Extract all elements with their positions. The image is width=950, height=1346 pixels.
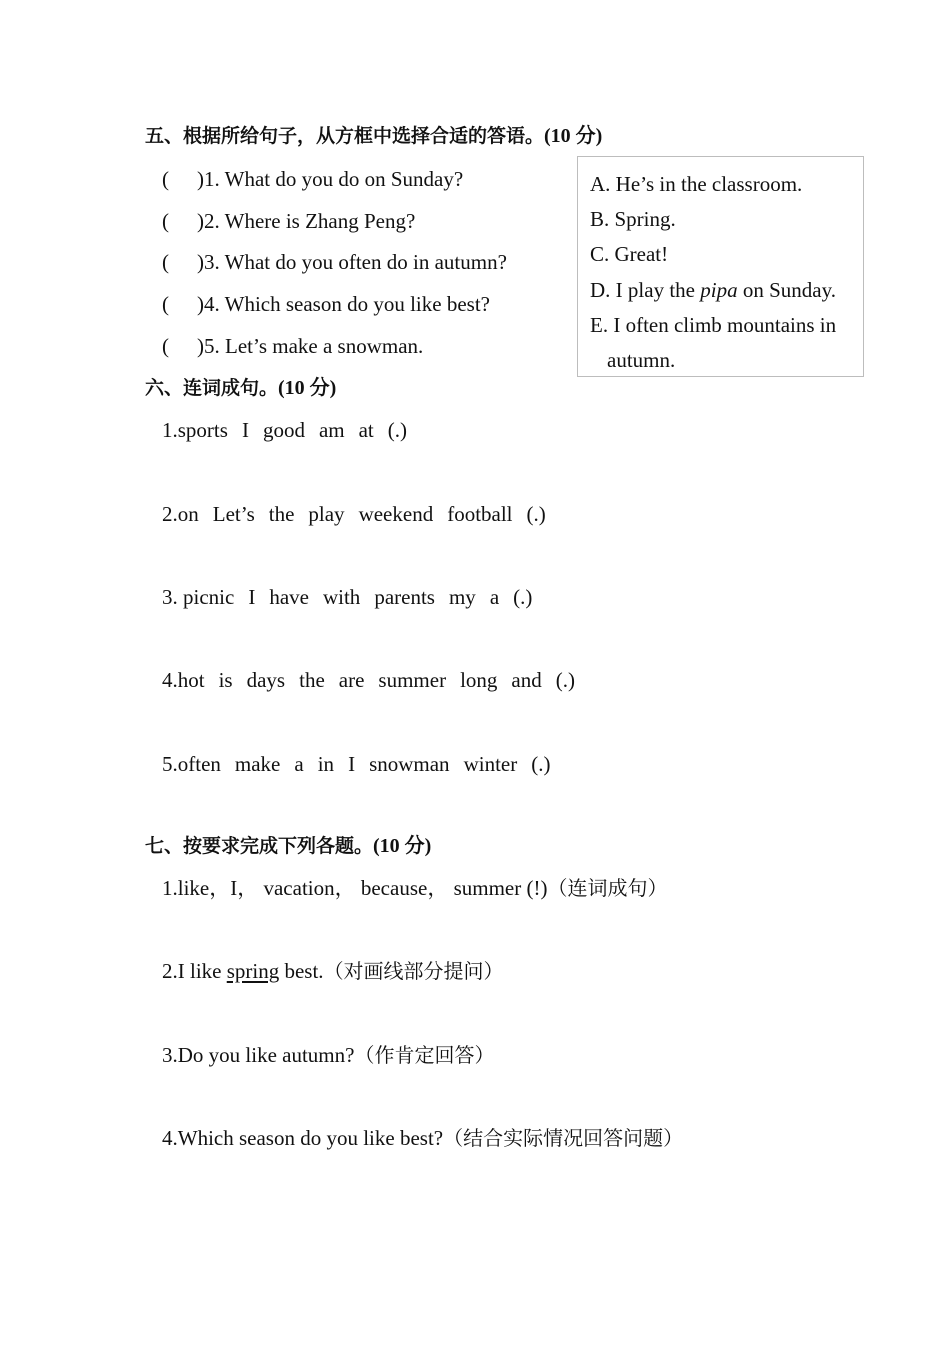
option-d-before: D. I play the (590, 278, 701, 302)
word-token: (.) (513, 585, 533, 609)
word-token: (.) (555, 668, 575, 692)
word-token: have (269, 585, 309, 609)
answer-blank-open[interactable]: ( (162, 209, 169, 233)
answer-blank-open[interactable]: ( (162, 167, 169, 191)
word-token: with (322, 585, 361, 609)
section5-title: 五、根据所给句子，从方框中选择合适的答语。 (145, 125, 545, 147)
section5-question-5 (162, 333, 423, 359)
item-text: 4.Which season do you like best? (162, 1126, 444, 1150)
section5-question-3 (162, 249, 507, 275)
word-token: and (511, 668, 542, 692)
option-e-line2: autumn. (607, 348, 676, 372)
section5-question-2 (162, 208, 415, 234)
question-text: 3. What do you often do in autumn? (204, 250, 507, 274)
answer-blank-open[interactable]: ( (162, 292, 169, 316)
word-token: (.) (526, 502, 546, 526)
word-token: is (218, 668, 233, 692)
section6-item-2 (162, 501, 546, 527)
instruction-note: （作肯定回答） (354, 1043, 495, 1067)
word-token: winter (463, 752, 518, 776)
word-token: long (460, 668, 498, 692)
answer-blank-close: ) (197, 167, 204, 191)
word-token: 1.sports (162, 418, 228, 442)
underlined-word: spring (226, 959, 280, 983)
answer-blank-close: ) (197, 250, 204, 274)
word-token: Let’s (212, 502, 255, 526)
section7-score: (10 分) (373, 835, 432, 857)
option-d-after: on Sunday. (737, 278, 836, 302)
instruction-note: （连词成句） (547, 876, 668, 900)
instruction-note: （结合实际情况回答问题） (443, 1126, 684, 1150)
item-text-before: 2.I like (162, 959, 227, 983)
section7-item-1 (162, 875, 667, 901)
word-token: play (308, 502, 345, 526)
word-token: (.) (387, 418, 407, 442)
word-token: the (268, 502, 295, 526)
section7-heading (145, 834, 431, 858)
section7-title: 七、按要求完成下列各题。 (145, 835, 374, 857)
section5-score: (10 分) (544, 125, 603, 147)
section5-question-1 (162, 166, 463, 192)
word-token: 4.hot (162, 668, 205, 692)
item-text-after: best. (279, 959, 324, 983)
section6-item-3 (162, 584, 532, 610)
option-b: B. Spring. (590, 207, 676, 231)
word-token: at (358, 418, 374, 442)
section6-score: (10 分) (278, 377, 337, 399)
answer-blank-close: ) (197, 209, 204, 233)
word-token: snowman (369, 752, 450, 776)
word-token: good (262, 418, 305, 442)
answer-blank-close: ) (197, 334, 204, 358)
word-token: am (318, 418, 345, 442)
answer-options-box (577, 156, 864, 377)
section7-item-2 (162, 958, 504, 984)
answer-blank-open[interactable]: ( (162, 334, 169, 358)
word-token: 3. picnic (162, 585, 235, 609)
word-token: football (447, 502, 513, 526)
word-token: parents (374, 585, 435, 609)
section5-heading (145, 124, 602, 148)
word-token: the (299, 668, 325, 692)
section6-title: 六、连词成句。 (145, 377, 279, 399)
word-token: weekend (358, 502, 434, 526)
question-text: 2. Where is Zhang Peng? (204, 209, 416, 233)
question-text: 1. What do you do on Sunday? (204, 167, 464, 191)
section6-item-5 (162, 751, 550, 777)
word-token: I (348, 752, 356, 776)
word-token: 2.on (162, 502, 199, 526)
option-e-line1: E. I often climb mountains in (590, 313, 837, 337)
word-token: are (338, 668, 365, 692)
word-token: 5.often (162, 752, 221, 776)
word-token: a (294, 752, 304, 776)
section5-question-4 (162, 291, 490, 317)
section7-item-3 (162, 1042, 494, 1068)
answer-blank-open[interactable]: ( (162, 250, 169, 274)
instruction-note: （对画线部分提问） (323, 959, 504, 983)
item-text: 3.Do you like autumn? (162, 1043, 355, 1067)
section6-item-4 (162, 667, 575, 693)
option-d (590, 277, 836, 303)
word-token: I (241, 418, 249, 442)
section6-heading (145, 376, 336, 400)
answer-blank-close: ) (197, 292, 204, 316)
word-token: summer (378, 668, 447, 692)
option-d-italic: pipa (700, 278, 738, 302)
word-token: my (448, 585, 476, 609)
question-text: 5. Let’s make a snowman. (204, 334, 424, 358)
question-text: 4. Which season do you like best? (204, 292, 490, 316)
word-token: days (246, 668, 286, 692)
section7-item-4 (162, 1125, 683, 1151)
option-c: C. Great! (590, 242, 669, 266)
word-token: a (489, 585, 500, 609)
word-token: in (317, 752, 335, 776)
section6-item-1 (162, 417, 407, 443)
word-token: make (234, 752, 281, 776)
word-token: (.) (531, 752, 551, 776)
item-text: 1.like，I， vacation， because， summer (!) (162, 876, 548, 900)
option-a: A. He’s in the classroom. (590, 172, 803, 196)
word-token: I (248, 585, 256, 609)
